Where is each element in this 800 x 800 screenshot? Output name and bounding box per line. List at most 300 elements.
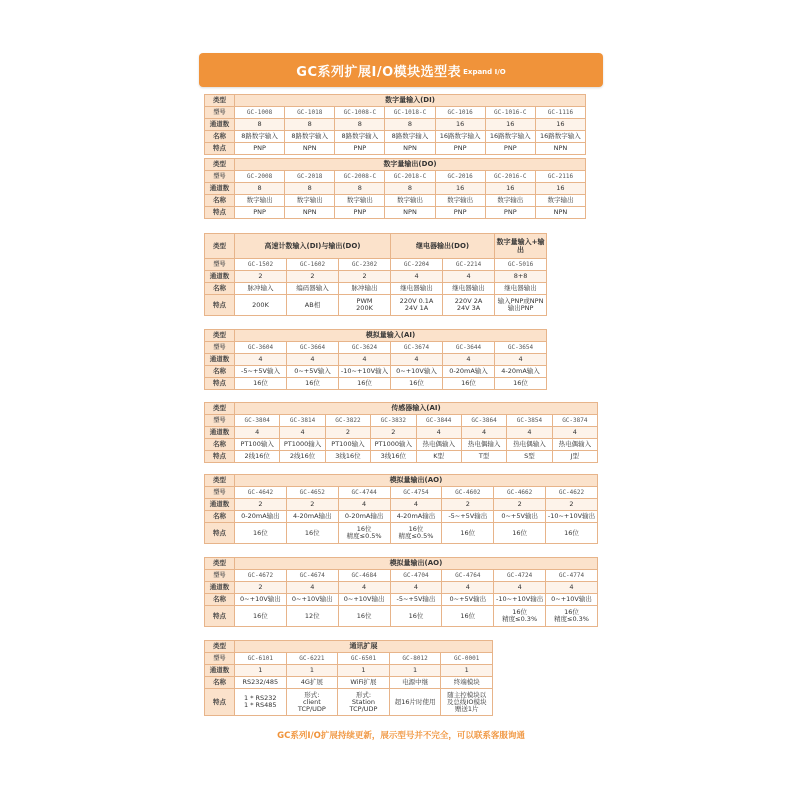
- table-ao1: [204, 474, 598, 544]
- type-row: [205, 403, 598, 415]
- channels-row: [205, 665, 493, 677]
- row-label-model: 型号: [205, 342, 235, 354]
- model-cell: GC-4744: [338, 487, 390, 499]
- row-label-feature: 特点: [205, 143, 235, 155]
- channels-cell: 8: [285, 183, 335, 195]
- row-label-feature: 特点: [205, 689, 235, 716]
- row-label-model: 型号: [205, 107, 235, 119]
- feature-row: [205, 606, 598, 627]
- row-label-channels: 通道数: [205, 427, 235, 439]
- channels-cell: 16: [485, 183, 535, 195]
- name-cell: -10~+10V输入: [339, 366, 391, 378]
- category-header: 模拟量输出(AO): [235, 475, 598, 487]
- channels-cell: 8: [285, 119, 335, 131]
- name-cell: 0~+10V输出: [235, 594, 287, 606]
- feature-cell: PNP: [335, 207, 385, 219]
- name-cell: 8路数字输入: [385, 131, 435, 143]
- model-cell: GC-4754: [390, 487, 442, 499]
- feature-cell: 16位: [443, 378, 495, 390]
- feature-cell: PNP: [485, 143, 535, 155]
- name-cell: 8路数字输入: [335, 131, 385, 143]
- name-cell: 终端模块: [441, 677, 493, 689]
- row-label-name: 名称: [205, 131, 235, 143]
- model-cell: GC-2018-C: [385, 171, 435, 183]
- name-cell: 0-20mA输出: [338, 511, 390, 523]
- feature-cell: 16位: [235, 606, 287, 627]
- name-cell: 数字输出: [535, 195, 585, 207]
- channels-cell: 4: [391, 271, 443, 283]
- row-label-feature: 特点: [205, 207, 235, 219]
- name-cell: 数字输出: [385, 195, 435, 207]
- model-cell: GC-4672: [235, 570, 287, 582]
- row-label-model: 型号: [205, 570, 235, 582]
- type-row: [205, 159, 586, 171]
- channels-cell: 2: [546, 499, 598, 511]
- feature-cell: 2线16位: [280, 451, 325, 463]
- channels-cell: 8: [385, 119, 435, 131]
- name-cell: 数字输出: [435, 195, 485, 207]
- model-cell: GC-4602: [442, 487, 494, 499]
- channels-cell: 4: [235, 354, 287, 366]
- channels-cell: 16: [435, 119, 485, 131]
- model-cell: GC-3644: [443, 342, 495, 354]
- model-cell: GC-3804: [235, 415, 280, 427]
- model-cell: GC-8012: [389, 653, 441, 665]
- row-label-model: 型号: [205, 653, 235, 665]
- feature-cell: 16位: [339, 378, 391, 390]
- row-label-feature: 特点: [205, 378, 235, 390]
- row-label-type: 类型: [205, 403, 235, 415]
- row-label-name: 名称: [205, 677, 235, 689]
- row-label-channels: 通道数: [205, 354, 235, 366]
- name-cell: 脉冲输出: [339, 283, 391, 295]
- name-cell: 脉冲输入: [235, 283, 287, 295]
- channels-cell: 8+8: [495, 271, 547, 283]
- type-row: [205, 330, 547, 342]
- feature-cell: 16位: [442, 606, 494, 627]
- feature-row: [205, 451, 598, 463]
- channels-cell: 4: [552, 427, 597, 439]
- table-ao2: [204, 557, 598, 627]
- category-header: 数字量输出(DO): [235, 159, 586, 171]
- model-cell: GC-3674: [391, 342, 443, 354]
- row-label-name: 名称: [205, 283, 235, 295]
- page-title: GC系列扩展I/O模块选型表: [296, 64, 462, 80]
- feature-cell: PNP: [335, 143, 385, 155]
- feature-cell: 16位 精度≤0.3%: [546, 606, 598, 627]
- feature-cell: PNP: [435, 207, 485, 219]
- model-row: [205, 415, 598, 427]
- model-cell: GC-4764: [442, 570, 494, 582]
- feature-cell: 16位: [391, 378, 443, 390]
- row-label-type: 类型: [205, 475, 235, 487]
- model-cell: GC-4684: [338, 570, 390, 582]
- feature-cell: AB相: [287, 295, 339, 316]
- feature-cell: 16位 精度≤0.3%: [494, 606, 546, 627]
- row-label-feature: 特点: [205, 523, 235, 544]
- model-cell: GC-2116: [535, 171, 585, 183]
- name-cell: 继电器输出: [391, 283, 443, 295]
- feature-cell: 超16片时使用: [389, 689, 441, 716]
- channels-cell: 1: [338, 665, 390, 677]
- category-header: 传感器输入(AI): [235, 403, 598, 415]
- model-cell: GC-4622: [546, 487, 598, 499]
- channels-cell: 4: [339, 354, 391, 366]
- feature-cell: PWM 200K: [339, 295, 391, 316]
- channels-cell: 2: [494, 499, 546, 511]
- model-cell: GC-3874: [552, 415, 597, 427]
- name-cell: 8路数字输入: [235, 131, 285, 143]
- name-cell: 继电器输出: [443, 283, 495, 295]
- feature-cell: 形式: Station TCP/UDP: [338, 689, 390, 716]
- feature-cell: 220V 0.1A 24V 1A: [391, 295, 443, 316]
- feature-cell: 随主控模块以 及总线IO模块 赠送1片: [441, 689, 493, 716]
- name-cell: -10~+10V输出: [546, 511, 598, 523]
- row-label-model: 型号: [205, 259, 235, 271]
- row-label-name: 名称: [205, 594, 235, 606]
- row-label-model: 型号: [205, 487, 235, 499]
- feature-cell: 2线16位: [235, 451, 280, 463]
- channels-cell: 8: [335, 119, 385, 131]
- table-di: [204, 94, 586, 155]
- feature-cell: 220V 2A 24V 3A: [443, 295, 495, 316]
- model-cell: GC-3864: [461, 415, 506, 427]
- type-row: [205, 641, 493, 653]
- model-cell: GC-4662: [494, 487, 546, 499]
- row-label-feature: 特点: [205, 295, 235, 316]
- model-cell: GC-3814: [280, 415, 325, 427]
- channels-cell: 2: [286, 499, 338, 511]
- model-cell: GC-3854: [507, 415, 552, 427]
- channels-cell: 4: [390, 582, 442, 594]
- channels-cell: 8: [385, 183, 435, 195]
- footer-note: GC系列I/O扩展持续更新，展示型号并不完全，可以联系客服询通: [277, 731, 525, 741]
- type-row: [205, 234, 547, 259]
- row-label-type: 类型: [205, 234, 235, 259]
- name-cell: 0~+5V输入: [287, 366, 339, 378]
- name-cell: PT1000输入: [371, 439, 416, 451]
- model-row: [205, 570, 598, 582]
- channels-cell: 2: [339, 271, 391, 283]
- channels-row: [205, 354, 547, 366]
- row-label-type: 类型: [205, 641, 235, 653]
- name-cell: 4-20mA输入: [495, 366, 547, 378]
- feature-cell: 16位: [546, 523, 598, 544]
- feature-cell: K型: [416, 451, 461, 463]
- name-row: [205, 594, 598, 606]
- feature-cell: 16位: [286, 523, 338, 544]
- model-cell: GC-4724: [494, 570, 546, 582]
- model-row: [205, 653, 493, 665]
- feature-row: [205, 523, 598, 544]
- channels-cell: 4: [442, 582, 494, 594]
- category-header: 高速计数输入(DI)与输出(DO): [235, 234, 391, 259]
- model-cell: GC-2008-C: [335, 171, 385, 183]
- channels-cell: 2: [371, 427, 416, 439]
- model-cell: GC-2016: [435, 171, 485, 183]
- name-row: [205, 366, 547, 378]
- channels-cell: 4: [235, 427, 280, 439]
- name-cell: 热电偶输入: [552, 439, 597, 451]
- feature-cell: 3线16位: [325, 451, 370, 463]
- feature-cell: 200K: [235, 295, 287, 316]
- model-cell: GC-1502: [235, 259, 287, 271]
- category-header: 模拟量输出(AO): [235, 558, 598, 570]
- feature-cell: 12位: [286, 606, 338, 627]
- row-label-name: 名称: [205, 366, 235, 378]
- name-cell: PT100输入: [235, 439, 280, 451]
- channels-cell: 4: [494, 582, 546, 594]
- channels-cell: 4: [461, 427, 506, 439]
- row-label-channels: 通道数: [205, 665, 235, 677]
- row-label-model: 型号: [205, 415, 235, 427]
- row-label-feature: 特点: [205, 606, 235, 627]
- type-row: [205, 95, 586, 107]
- name-cell: 编码器输入: [287, 283, 339, 295]
- name-cell: 热电偶输入: [416, 439, 461, 451]
- name-row: [205, 195, 586, 207]
- channels-row: [205, 119, 586, 131]
- feature-cell: 1 * RS232 1 * RS485: [235, 689, 287, 716]
- name-cell: -5~+5V输入: [235, 366, 287, 378]
- feature-cell: NPN: [385, 143, 435, 155]
- model-cell: GC-4704: [390, 570, 442, 582]
- channels-cell: 2: [235, 499, 287, 511]
- feature-cell: J型: [552, 451, 597, 463]
- channels-cell: 2: [235, 271, 287, 283]
- feature-row: [205, 689, 493, 716]
- feature-cell: S型: [507, 451, 552, 463]
- model-cell: GC-1116: [535, 107, 585, 119]
- channels-cell: 4: [287, 354, 339, 366]
- name-cell: 继电器输出: [495, 283, 547, 295]
- name-cell: WiFi扩展: [338, 677, 390, 689]
- feature-row: [205, 207, 586, 219]
- name-cell: 0~+5V输出: [494, 511, 546, 523]
- model-cell: GC-3832: [371, 415, 416, 427]
- channels-cell: 8: [235, 183, 285, 195]
- feature-cell: 16位: [494, 523, 546, 544]
- name-cell: 热电偶输入: [507, 439, 552, 451]
- type-row: [205, 558, 598, 570]
- name-cell: 0-20mA输入: [443, 366, 495, 378]
- model-cell: GC-1008: [235, 107, 285, 119]
- name-cell: 数字输出: [235, 195, 285, 207]
- row-label-name: 名称: [205, 195, 235, 207]
- channels-cell: 1: [235, 665, 287, 677]
- model-cell: GC-2204: [391, 259, 443, 271]
- model-cell: GC-3624: [339, 342, 391, 354]
- channels-cell: 2: [287, 271, 339, 283]
- channels-cell: 4: [495, 354, 547, 366]
- name-cell: 数字输出: [485, 195, 535, 207]
- model-cell: GC-1008-C: [335, 107, 385, 119]
- channels-row: [205, 271, 547, 283]
- name-cell: RS232/485: [235, 677, 287, 689]
- channels-cell: 4: [338, 499, 390, 511]
- feature-cell: NPN: [385, 207, 435, 219]
- category-header: 数字量输入(DI): [235, 95, 586, 107]
- name-cell: 16路数字输入: [485, 131, 535, 143]
- channels-cell: 16: [485, 119, 535, 131]
- feature-cell: NPN: [535, 207, 585, 219]
- model-row: [205, 171, 586, 183]
- row-label-channels: 通道数: [205, 183, 235, 195]
- feature-cell: 16位: [338, 606, 390, 627]
- feature-cell: NPN: [285, 207, 335, 219]
- name-row: [205, 511, 598, 523]
- channels-cell: 1: [441, 665, 493, 677]
- channels-row: [205, 499, 598, 511]
- page-subtitle: Expand I/O: [463, 68, 506, 76]
- channels-cell: 2: [325, 427, 370, 439]
- model-cell: GC-3664: [287, 342, 339, 354]
- name-row: [205, 131, 586, 143]
- table-counter-relay: [204, 233, 547, 316]
- row-label-model: 型号: [205, 171, 235, 183]
- channels-cell: 16: [435, 183, 485, 195]
- category-header: 数字量输入+输出: [495, 234, 547, 259]
- model-cell: GC-2214: [443, 259, 495, 271]
- row-label-channels: 通道数: [205, 271, 235, 283]
- category-header: 通讯扩展: [235, 641, 493, 653]
- name-cell: 4-20mA输出: [286, 511, 338, 523]
- row-label-feature: 特点: [205, 451, 235, 463]
- model-cell: GC-3822: [325, 415, 370, 427]
- name-cell: 16路数字输入: [435, 131, 485, 143]
- model-cell: GC-2008: [235, 171, 285, 183]
- feature-cell: 形式: client TCP/UDP: [286, 689, 338, 716]
- name-cell: 0~+10V输出: [338, 594, 390, 606]
- model-row: [205, 487, 598, 499]
- name-row: [205, 439, 598, 451]
- model-cell: GC-1016: [435, 107, 485, 119]
- model-cell: GC-2018: [285, 171, 335, 183]
- channels-row: [205, 183, 586, 195]
- row-label-type: 类型: [205, 558, 235, 570]
- model-cell: GC-4652: [286, 487, 338, 499]
- model-row: [205, 107, 586, 119]
- feature-row: [205, 378, 547, 390]
- feature-cell: 16位 精度≤0.5%: [390, 523, 442, 544]
- category-header: 模拟量输入(AI): [235, 330, 547, 342]
- name-cell: 0-20mA输出: [235, 511, 287, 523]
- row-label-channels: 通道数: [205, 119, 235, 131]
- channels-cell: 4: [391, 354, 443, 366]
- channels-cell: 4: [338, 582, 390, 594]
- name-cell: PT1000输入: [280, 439, 325, 451]
- table-sensor: [204, 402, 598, 463]
- model-cell: GC-6101: [235, 653, 287, 665]
- name-cell: 0~+5V输出: [442, 594, 494, 606]
- channels-row: [205, 427, 598, 439]
- name-row: [205, 677, 493, 689]
- feature-cell: 16位: [235, 378, 287, 390]
- row-label-channels: 通道数: [205, 582, 235, 594]
- name-cell: 数字输出: [335, 195, 385, 207]
- feature-cell: 16位: [442, 523, 494, 544]
- model-cell: GC-1018: [285, 107, 335, 119]
- model-cell: GC-6501: [338, 653, 390, 665]
- channels-cell: 16: [535, 119, 585, 131]
- name-cell: PT100输入: [325, 439, 370, 451]
- row-label-type: 类型: [205, 159, 235, 171]
- name-cell: -5~+5V输出: [442, 511, 494, 523]
- channels-cell: 8: [235, 119, 285, 131]
- channels-cell: 4: [390, 499, 442, 511]
- model-cell: GC-3654: [495, 342, 547, 354]
- model-cell: GC-3844: [416, 415, 461, 427]
- model-row: [205, 342, 547, 354]
- channels-cell: 2: [442, 499, 494, 511]
- model-cell: GC-5016: [495, 259, 547, 271]
- feature-cell: PNP: [485, 207, 535, 219]
- name-cell: 16路数字输入: [535, 131, 585, 143]
- name-cell: 4-20mA输出: [390, 511, 442, 523]
- feature-cell: T型: [461, 451, 506, 463]
- model-cell: GC-1018-C: [385, 107, 435, 119]
- name-cell: -5~+5V输出: [390, 594, 442, 606]
- title-banner: [199, 53, 603, 87]
- feature-cell: 16位: [390, 606, 442, 627]
- name-cell: 0~+10V输出: [546, 594, 598, 606]
- feature-row: [205, 295, 547, 316]
- name-cell: 4G扩展: [286, 677, 338, 689]
- model-row: [205, 259, 547, 271]
- name-cell: 0~+10V输入: [391, 366, 443, 378]
- feature-cell: 3线16位: [371, 451, 416, 463]
- name-cell: 0~+10V输出: [286, 594, 338, 606]
- name-cell: 8路数字输入: [285, 131, 335, 143]
- feature-cell: NPN: [535, 143, 585, 155]
- row-label-name: 名称: [205, 511, 235, 523]
- feature-cell: 16位: [287, 378, 339, 390]
- name-cell: 数字输出: [285, 195, 335, 207]
- name-row: [205, 283, 547, 295]
- model-cell: GC-3604: [235, 342, 287, 354]
- feature-cell: PNP: [235, 207, 285, 219]
- model-cell: GC-4642: [235, 487, 287, 499]
- row-label-name: 名称: [205, 439, 235, 451]
- model-cell: GC-2302: [339, 259, 391, 271]
- model-cell: GC-2016-C: [485, 171, 535, 183]
- feature-cell: 输入PNP或NPN 输出PNP: [495, 295, 547, 316]
- model-cell: GC-1602: [287, 259, 339, 271]
- feature-cell: 16位: [495, 378, 547, 390]
- category-header: 继电器输出(DO): [391, 234, 495, 259]
- channels-cell: 2: [235, 582, 287, 594]
- channels-cell: 4: [443, 271, 495, 283]
- model-cell: GC-4774: [546, 570, 598, 582]
- channels-cell: 4: [416, 427, 461, 439]
- channels-cell: 1: [286, 665, 338, 677]
- channels-cell: 4: [280, 427, 325, 439]
- row-label-type: 类型: [205, 330, 235, 342]
- name-cell: 电源中继: [389, 677, 441, 689]
- table-ai: [204, 329, 547, 390]
- feature-cell: 16位: [235, 523, 287, 544]
- channels-cell: 4: [546, 582, 598, 594]
- row-label-type: 类型: [205, 95, 235, 107]
- feature-cell: PNP: [235, 143, 285, 155]
- table-comm: [204, 640, 493, 716]
- model-cell: GC-4674: [286, 570, 338, 582]
- channels-cell: 4: [507, 427, 552, 439]
- model-cell: GC-1016-C: [485, 107, 535, 119]
- channels-cell: 4: [443, 354, 495, 366]
- channels-row: [205, 582, 598, 594]
- feature-cell: 16位 精度≤0.5%: [338, 523, 390, 544]
